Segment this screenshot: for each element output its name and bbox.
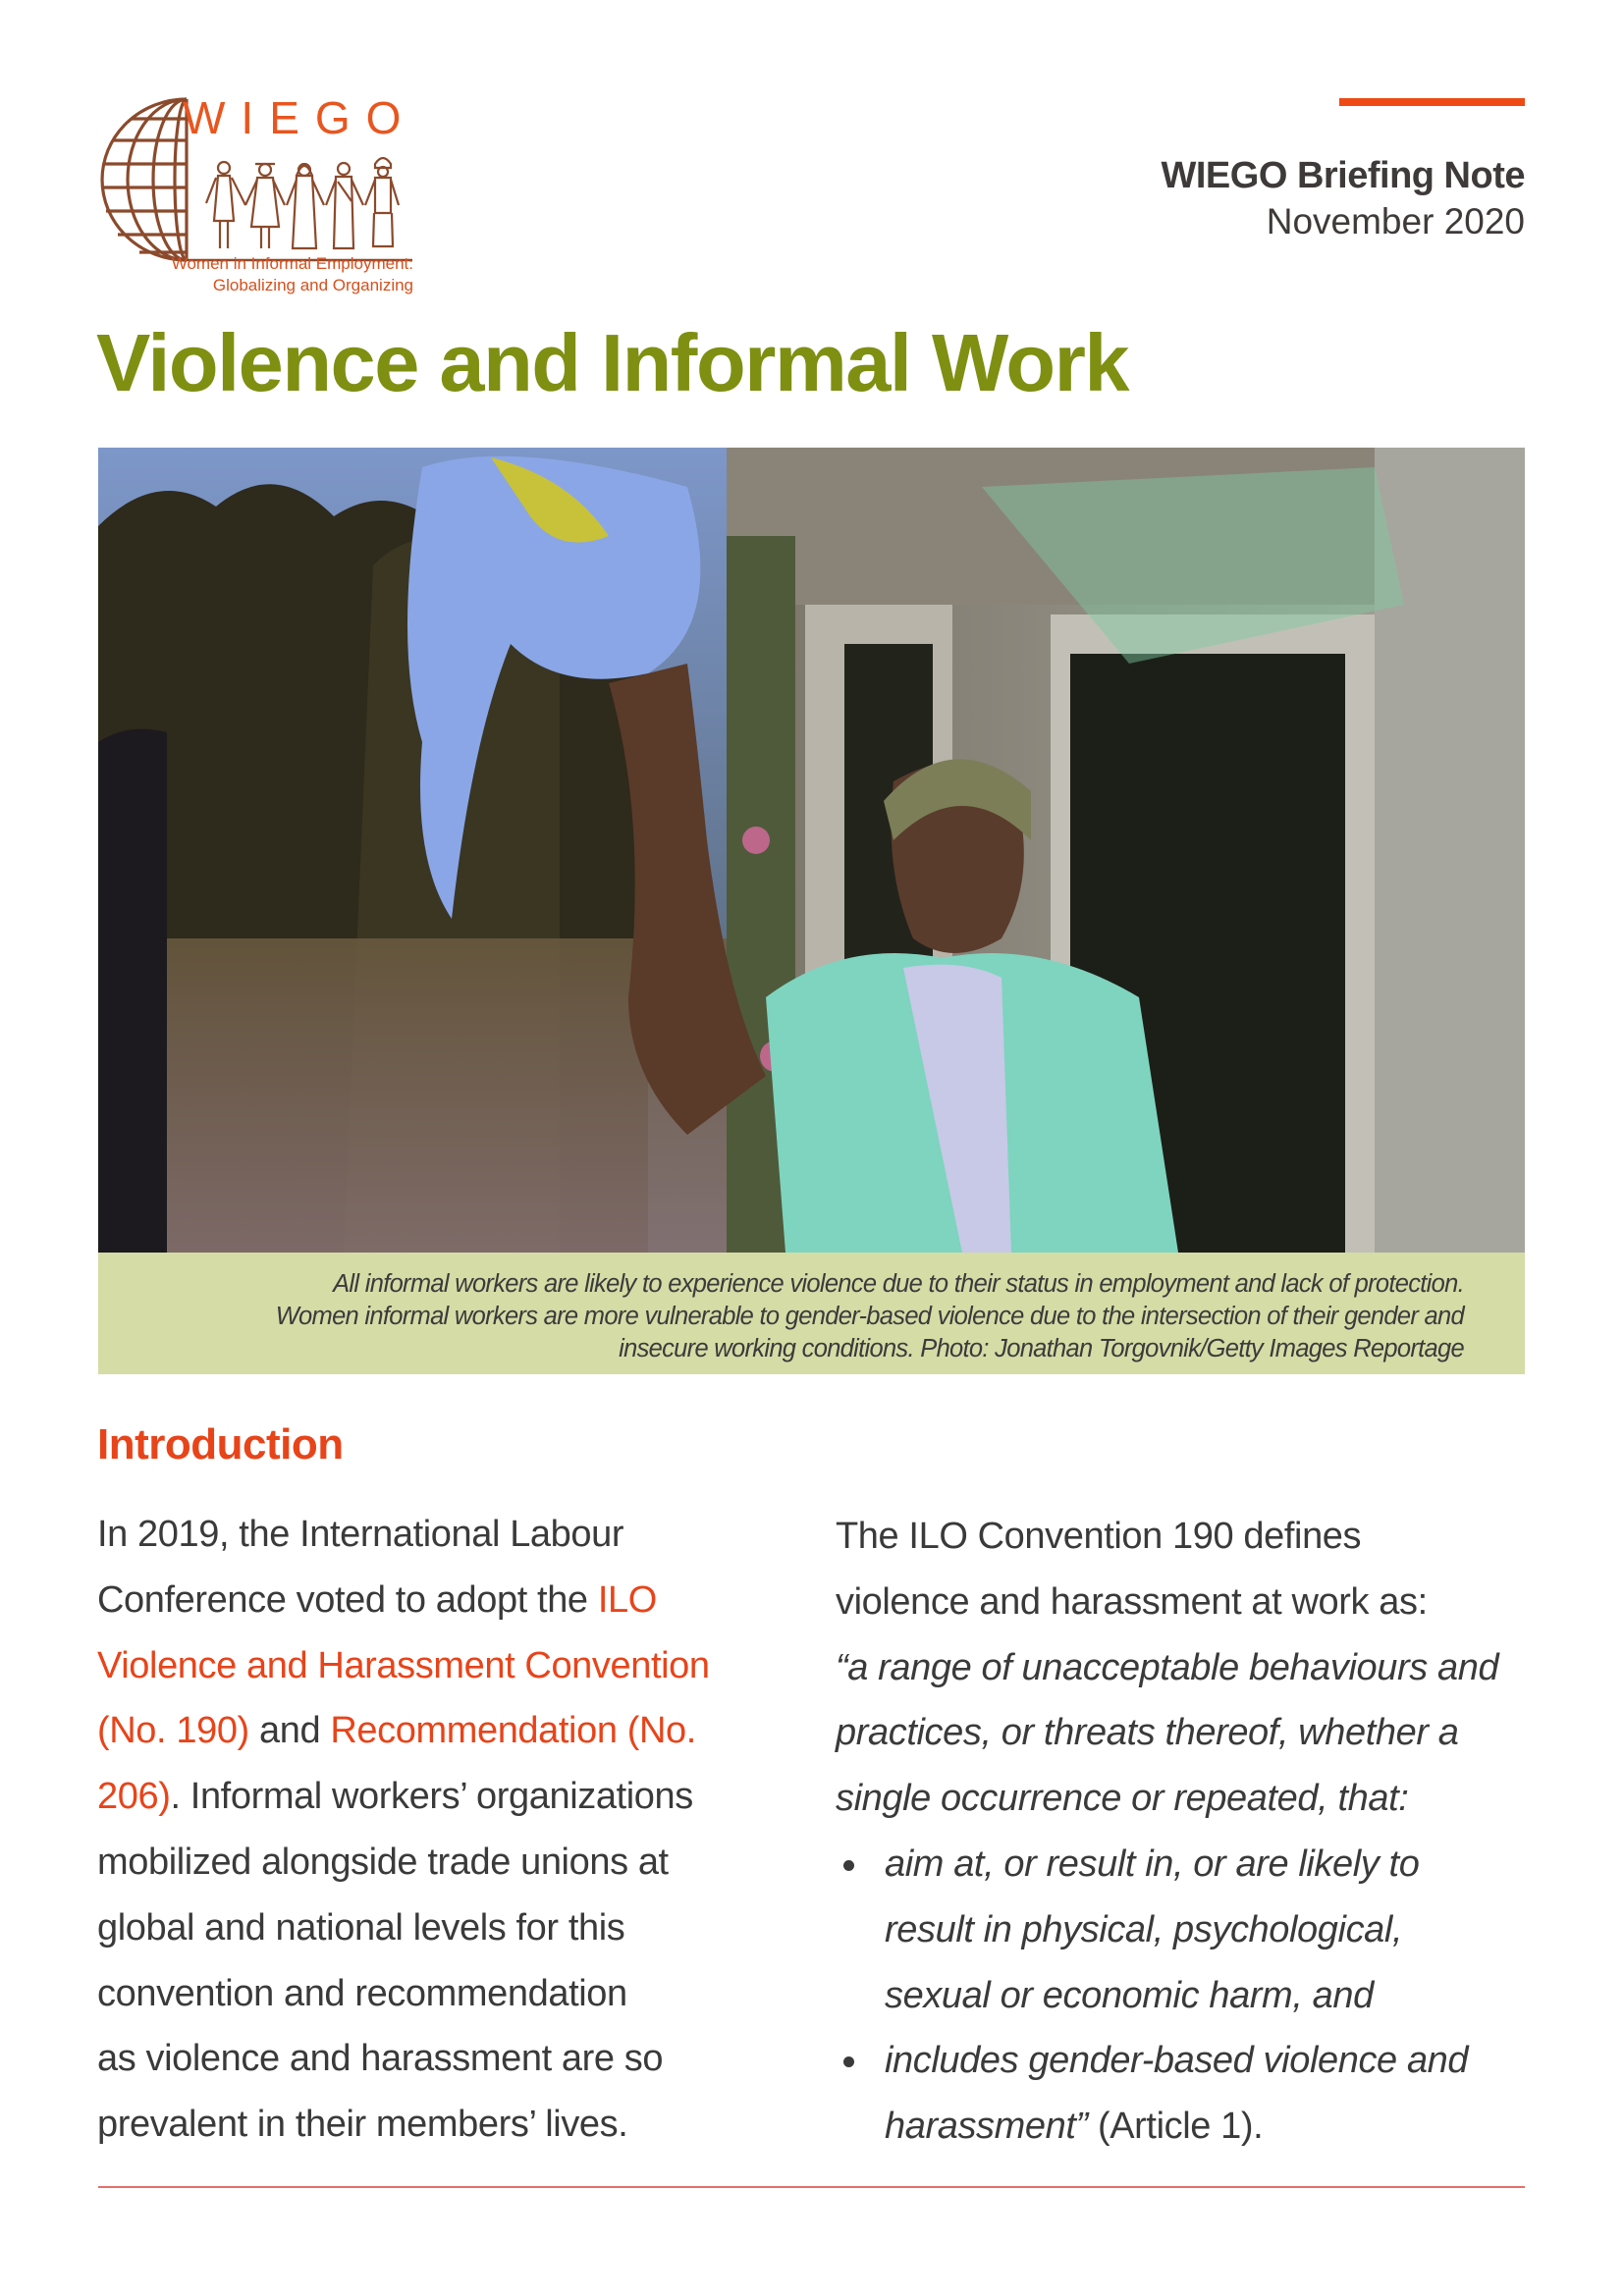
bullet-item	[836, 1832, 1533, 2028]
body-line: mobilized alongside trade unions at	[97, 1841, 669, 1883]
photo-illustration	[98, 448, 1525, 1253]
document-type: WIEGO Briefing Note	[1161, 155, 1525, 196]
quote-line: single occurrence or repeated, that:	[836, 1778, 1409, 1820]
ilo-convention-link[interactable]: ILO	[597, 1578, 657, 1621]
body-line: In 2019, the International Labour	[97, 1514, 624, 1555]
body-line: The ILO Convention 190 defines	[836, 1516, 1362, 1557]
body-line: global and national levels for this	[97, 1906, 625, 1949]
section-heading-introduction: Introduction	[97, 1420, 344, 1468]
wiego-logo[interactable]	[96, 93, 415, 301]
quote-text: harassment”	[885, 2106, 1088, 2148]
body-text: . Informal workers’ organizations	[170, 1776, 693, 1818]
quote-line: aim at, or result in, or are likely to	[885, 1842, 1420, 1885]
body-line	[97, 1633, 804, 1699]
citation-text: (Article 1).	[1087, 2106, 1264, 2148]
body-line: as violence and harassment are so	[97, 2038, 664, 2080]
quote-line: sexual or economic harm, and	[885, 1974, 1374, 2016]
ilo-convention-link[interactable]: (No. 190)	[97, 1710, 249, 1752]
intro-left-column	[97, 1502, 804, 2158]
body-text: and	[248, 1710, 331, 1752]
body-line	[97, 1698, 804, 1764]
logo-tagline	[172, 253, 413, 296]
body-line: violence and harassment at work as:	[836, 1580, 1428, 1623]
caption-line: insecure working conditions. Photo: Jonathan Torgovnik/Getty Images Reportage	[619, 1335, 1464, 1362]
logo-wordmark: WIEGO	[183, 92, 417, 143]
caption-line: All informal workers are likely to experience violence due to their status in employment and lack of protection.	[333, 1270, 1464, 1298]
caption-line: Women informal workers are more vulnerable to gender-based violence due to the intersection of their gender and	[275, 1303, 1464, 1330]
quote-line	[885, 2094, 1533, 2160]
logo-tagline-line1: Women in Informal Employment:	[171, 254, 413, 273]
recommendation-link[interactable]: 206)	[97, 1776, 171, 1818]
definition-bullet-list	[836, 1832, 1533, 2160]
recommendation-link[interactable]: Recommendation (No.	[330, 1710, 696, 1752]
bullet-item	[836, 2028, 1533, 2160]
bullet-icon	[843, 2056, 854, 2067]
header-accent-bar	[1339, 98, 1525, 106]
publication-date: November 2020	[1266, 201, 1525, 241]
ilo-convention-link[interactable]: Violence and Harassment Convention	[97, 1644, 710, 1686]
footer-divider	[98, 2186, 1525, 2188]
body-line: prevalent in their members’ lives.	[97, 2104, 628, 2146]
photo-caption	[98, 1253, 1525, 1374]
quote-line: “a range of unacceptable behaviours and	[836, 1646, 1499, 1688]
body-line: convention and recommendation	[97, 1972, 627, 2014]
intro-right-column	[836, 1504, 1533, 2160]
logo-tagline-line2: Globalizing and Organizing	[212, 276, 413, 294]
page-title: Violence and Informal Work	[96, 317, 1129, 408]
body-line	[97, 1764, 804, 1830]
cover-photo	[98, 448, 1525, 1253]
bullet-icon	[843, 1860, 854, 1871]
body-line	[97, 1568, 804, 1633]
quote-line: result in physical, psychological,	[885, 1908, 1403, 1950]
quote-line: includes gender-based violence and	[885, 2040, 1469, 2082]
quote-line: practices, or threats thereof, whether a	[836, 1712, 1459, 1754]
body-text: Conference voted to adopt the	[97, 1578, 598, 1621]
